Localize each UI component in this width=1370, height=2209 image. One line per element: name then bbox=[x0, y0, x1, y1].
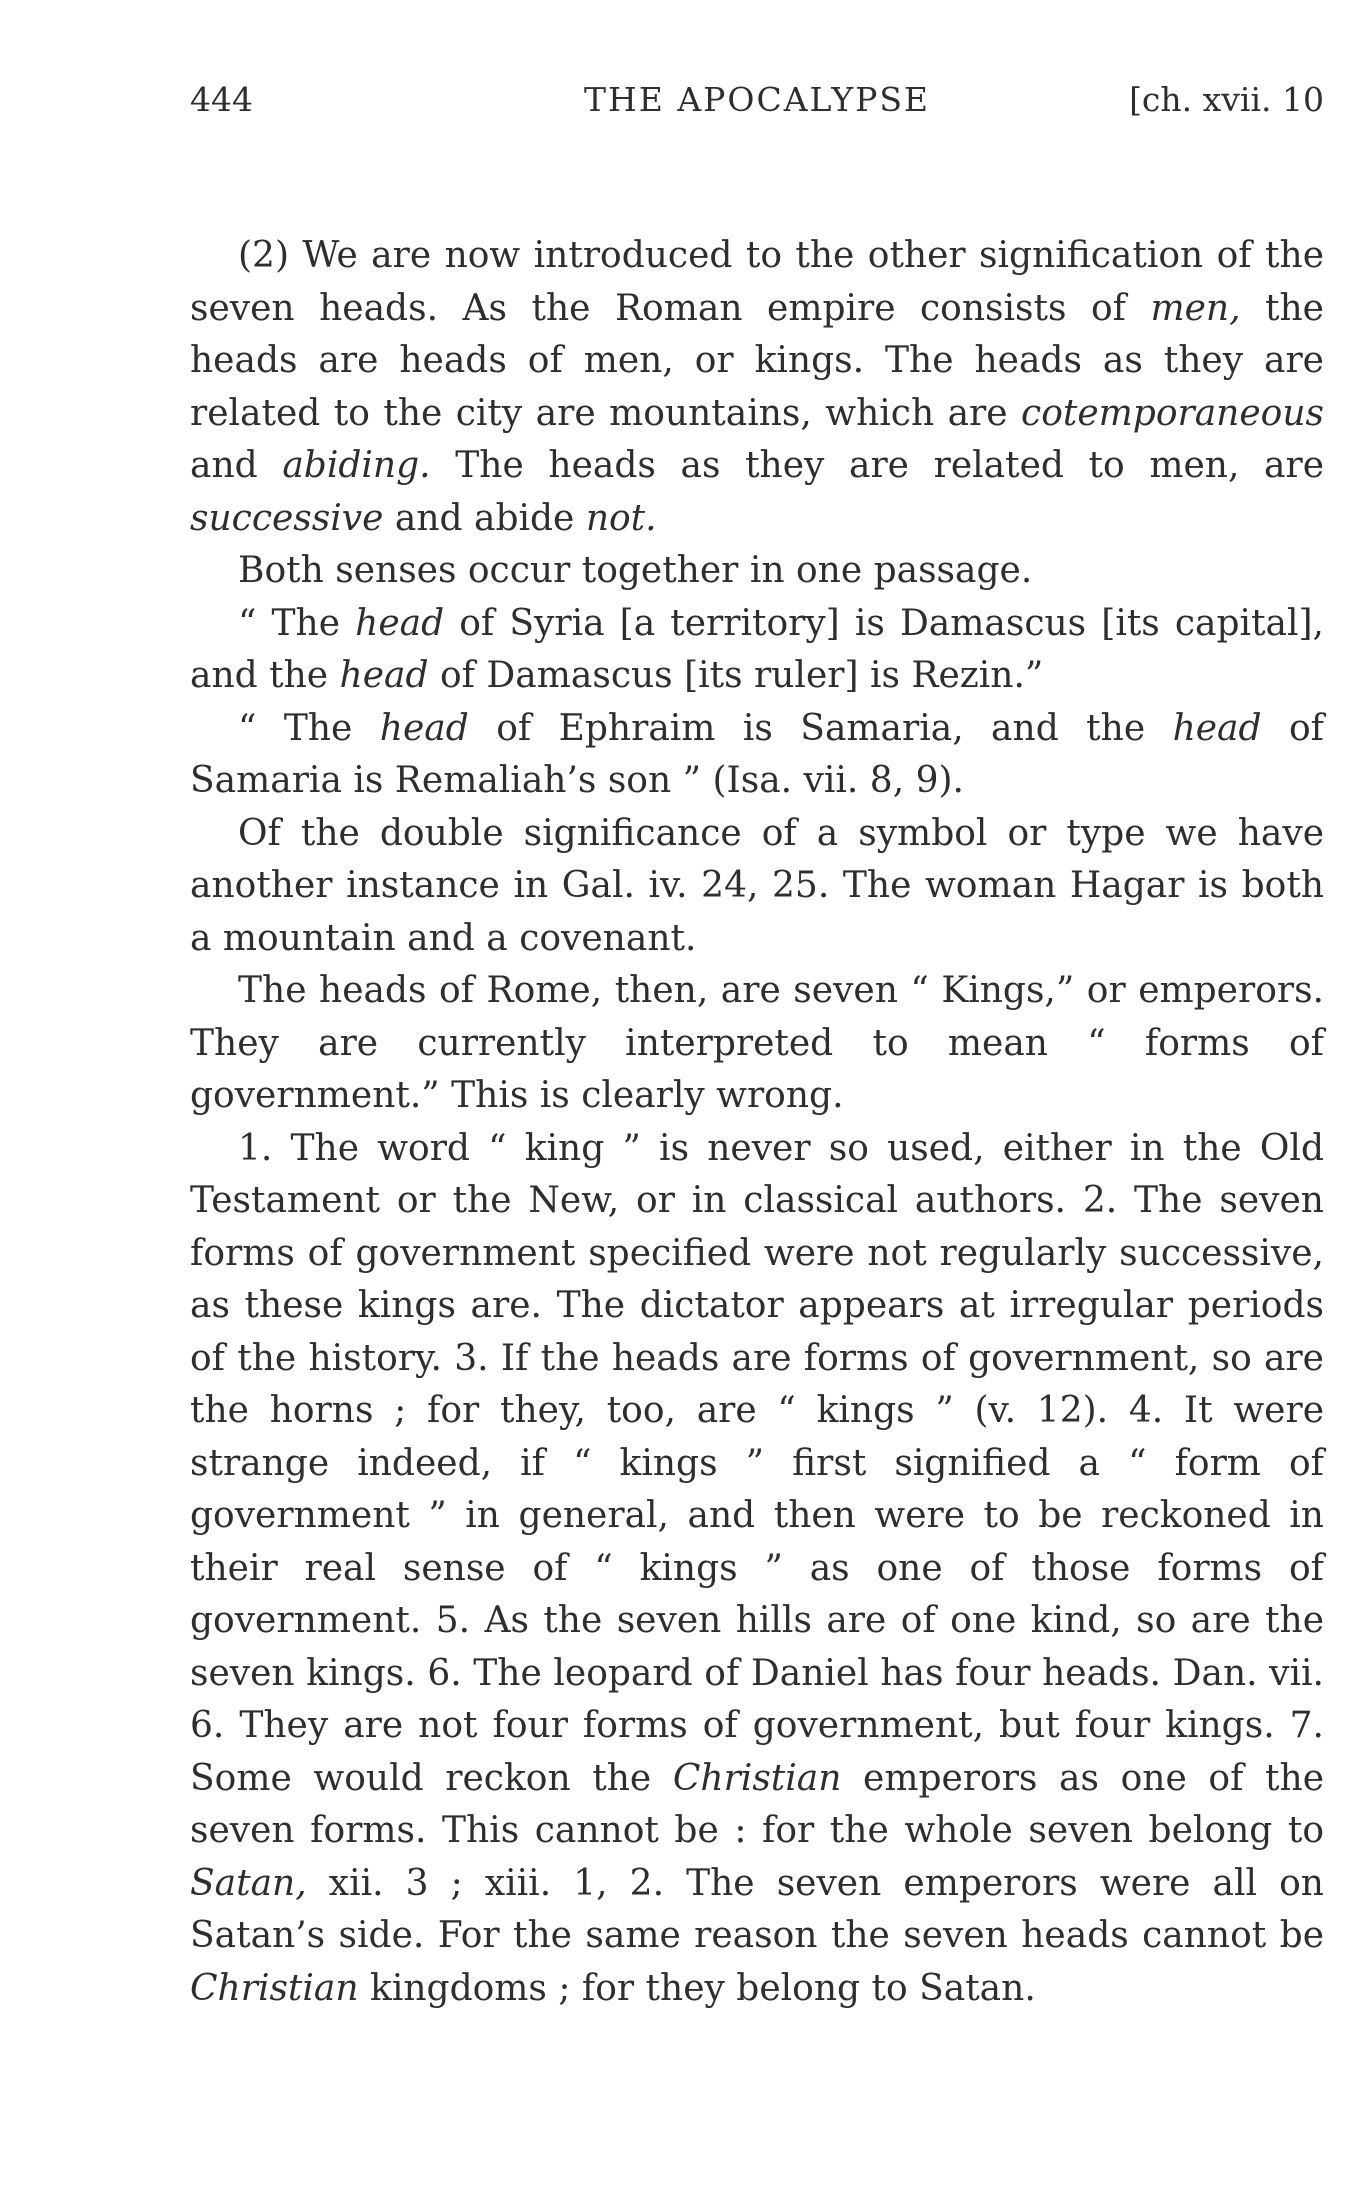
page-number: 444 bbox=[190, 80, 253, 119]
italic-text: head bbox=[1172, 707, 1262, 749]
text-run: (2) We are now introduced to the other signification of the seven heads. As the Roman empire consists of bbox=[190, 235, 1324, 329]
italic-text: head bbox=[339, 655, 429, 696]
paragraph bbox=[190, 965, 1324, 1123]
text-run: emperors as one of the seven forms. This cannot be : for the whole seven belong to bbox=[190, 1757, 1324, 1851]
book-page bbox=[190, 70, 1324, 2015]
text-run: Both senses occur together in one passage. bbox=[238, 550, 1033, 591]
italic-text: head bbox=[355, 602, 445, 644]
italic-text: Satan, bbox=[190, 1862, 307, 1904]
running-header bbox=[190, 70, 1324, 130]
text-run: “ The bbox=[238, 707, 380, 749]
text-run: 1. The word “ king ” is never so used, either in the Old Testament or the New, or in classical authors. 2. The seven forms of government specified were not regularly successive, as these kings are. The dictator appears at irregular periods of the history. 3. If the heads are forms of government, so are the horns ; for they, too, are “ kings ” (v. 12). 4. It were strange indeed, if “ kings ” first signified a “ form of government ” in general, and then were to be reckoned in their real sense of “ kings ” as one of those forms of government. 5. As the seven hills are of one kind, so are the seven kings. 6. The leopard of Daniel has four heads. Dan. vii. 6. They are not four forms of government, but four kings. 7. Some would reckon the bbox=[190, 1127, 1324, 1799]
italic-text: men, bbox=[1150, 287, 1241, 329]
paragraph bbox=[190, 230, 1324, 545]
text-run: and abide bbox=[383, 497, 586, 539]
italic-text: successive bbox=[190, 497, 384, 539]
running-title: THE APOCALYPSE bbox=[583, 80, 931, 119]
paragraph bbox=[190, 703, 1324, 808]
text-run: of Syria [a territory] is Damascus [its capital], and the bbox=[190, 602, 1325, 696]
italic-text: head bbox=[379, 707, 469, 749]
text-run: “ The bbox=[238, 602, 356, 644]
text-run: The heads as they are related to men, are bbox=[430, 445, 1325, 486]
text-run: The heads of Rome, then, are seven “ Kings,” or emperors. They are currently interpreted to mean “ forms of government.” This is clearly wrong. bbox=[190, 970, 1324, 1116]
paragraph bbox=[190, 1123, 1324, 2016]
italic-text: Christian bbox=[672, 1757, 842, 1799]
text-run: of Ephraim is Samaria, and the bbox=[468, 707, 1173, 749]
text-run: of Damascus [its ruler] is Rezin.” bbox=[428, 655, 1044, 696]
italic-text: not. bbox=[585, 497, 657, 539]
text-run: the heads are heads of men, or kings. The heads as they are related to the city are mountains, which are bbox=[190, 287, 1324, 434]
chapter-reference: [ch. xvii. 10 bbox=[1129, 80, 1324, 119]
text-run: kingdoms ; for they belong to Satan. bbox=[358, 1967, 1036, 2009]
body-text bbox=[190, 230, 1324, 2015]
text-run: and bbox=[190, 445, 283, 486]
text-run: xii. 3 ; xiii. 1, 2. The seven emperors were all on Satan’s side. For the same reason the seven heads cannot be bbox=[190, 1862, 1324, 1956]
paragraph bbox=[190, 808, 1324, 966]
paragraph bbox=[190, 598, 1324, 703]
text-run: Of the double significance of a symbol or type we have another instance in Gal. iv. 24, 25. The woman Hagar is both a mountain and a covenant. bbox=[190, 812, 1324, 959]
text-run: of Samaria is Remaliah’s son ” (Isa. vii. 8, 9). bbox=[190, 707, 1324, 801]
italic-text: Christian bbox=[190, 1967, 359, 2009]
paragraph bbox=[190, 545, 1324, 598]
italic-text: abiding. bbox=[282, 445, 431, 486]
italic-text: cotemporaneous bbox=[1021, 392, 1324, 434]
